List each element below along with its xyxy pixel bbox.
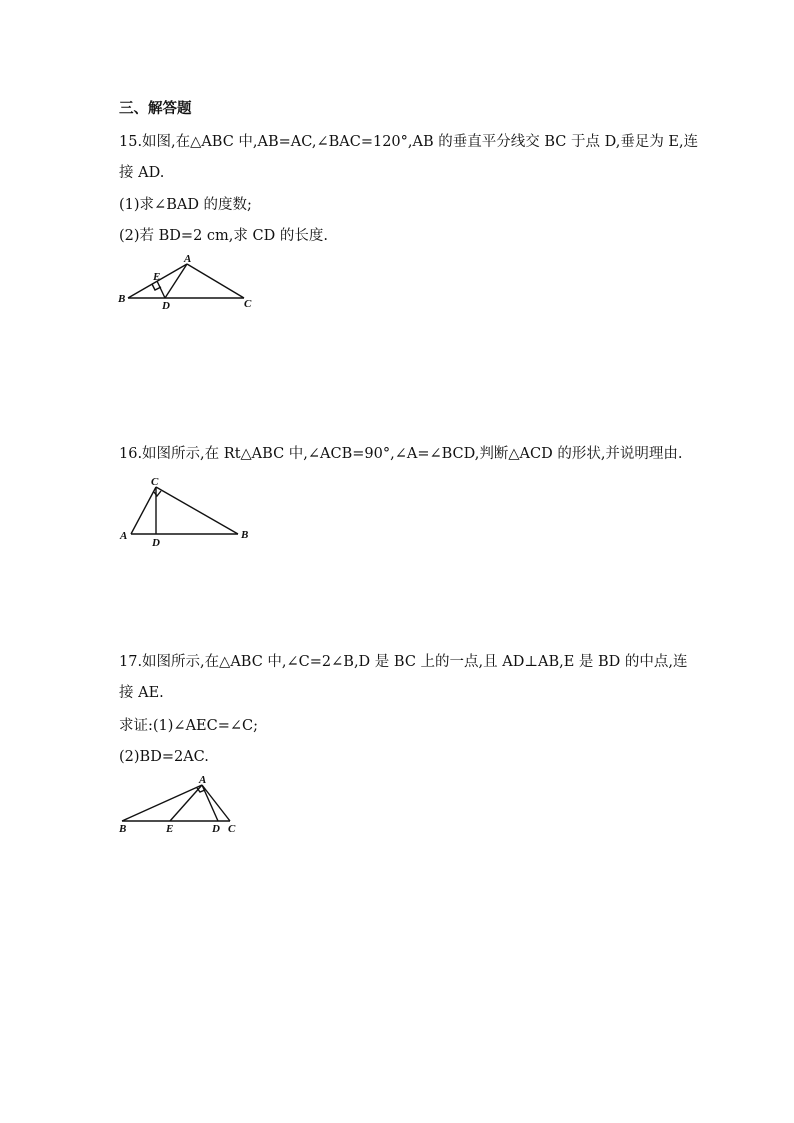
q17-part2: (2)BD=2AC. — [119, 749, 209, 765]
q17-part1: 求证:(1)∠AEC=∠C; — [119, 718, 259, 734]
q16-label-a: A — [120, 530, 128, 542]
q15-text-line2: 接 AD. — [119, 165, 165, 181]
q17-label-b: B — [119, 823, 127, 835]
q16-label-c: C — [151, 476, 159, 488]
q15-label-d: D — [162, 300, 170, 312]
q17-side-ab — [122, 785, 202, 821]
q17-label-e: E — [166, 823, 174, 835]
q17-label-c: C — [228, 823, 236, 835]
q15-label-b: B — [118, 293, 126, 305]
q16-label-b: B — [241, 529, 249, 541]
q15-label-a: A — [184, 253, 192, 265]
q15-label-e: E — [153, 271, 161, 283]
q15-part2: (2)若 BD=2 cm,求 CD 的长度. — [119, 228, 328, 244]
section-heading: 三、解答题 — [119, 101, 192, 117]
q17-text-line2: 接 AE. — [119, 685, 164, 701]
q15-label-c: C — [244, 298, 252, 310]
q17-text-line1: 17.如图所示,在△ABC 中,∠C=2∠B,D 是 BC 上的一点,且 AD⊥AB,E 是 BD 的中点,连 — [119, 654, 688, 670]
q17-segment-ae — [170, 785, 202, 821]
q17-label-d: D — [212, 823, 220, 835]
q17-label-a: A — [199, 774, 207, 786]
q15-part1: (1)求∠BAD 的度数; — [119, 197, 252, 213]
q16-text-line1: 16.如图所示,在 Rt△ABC 中,∠ACB=90°,∠A=∠BCD,判断△ACD 的形状,并说明理由. — [119, 446, 683, 462]
q15-text-line1: 15.如图,在△ABC 中,AB=AC,∠BAC=120°,AB 的垂直平分线交 BC 于点 D,垂足为 E,连 — [119, 134, 699, 150]
q16-label-d: D — [152, 537, 160, 549]
